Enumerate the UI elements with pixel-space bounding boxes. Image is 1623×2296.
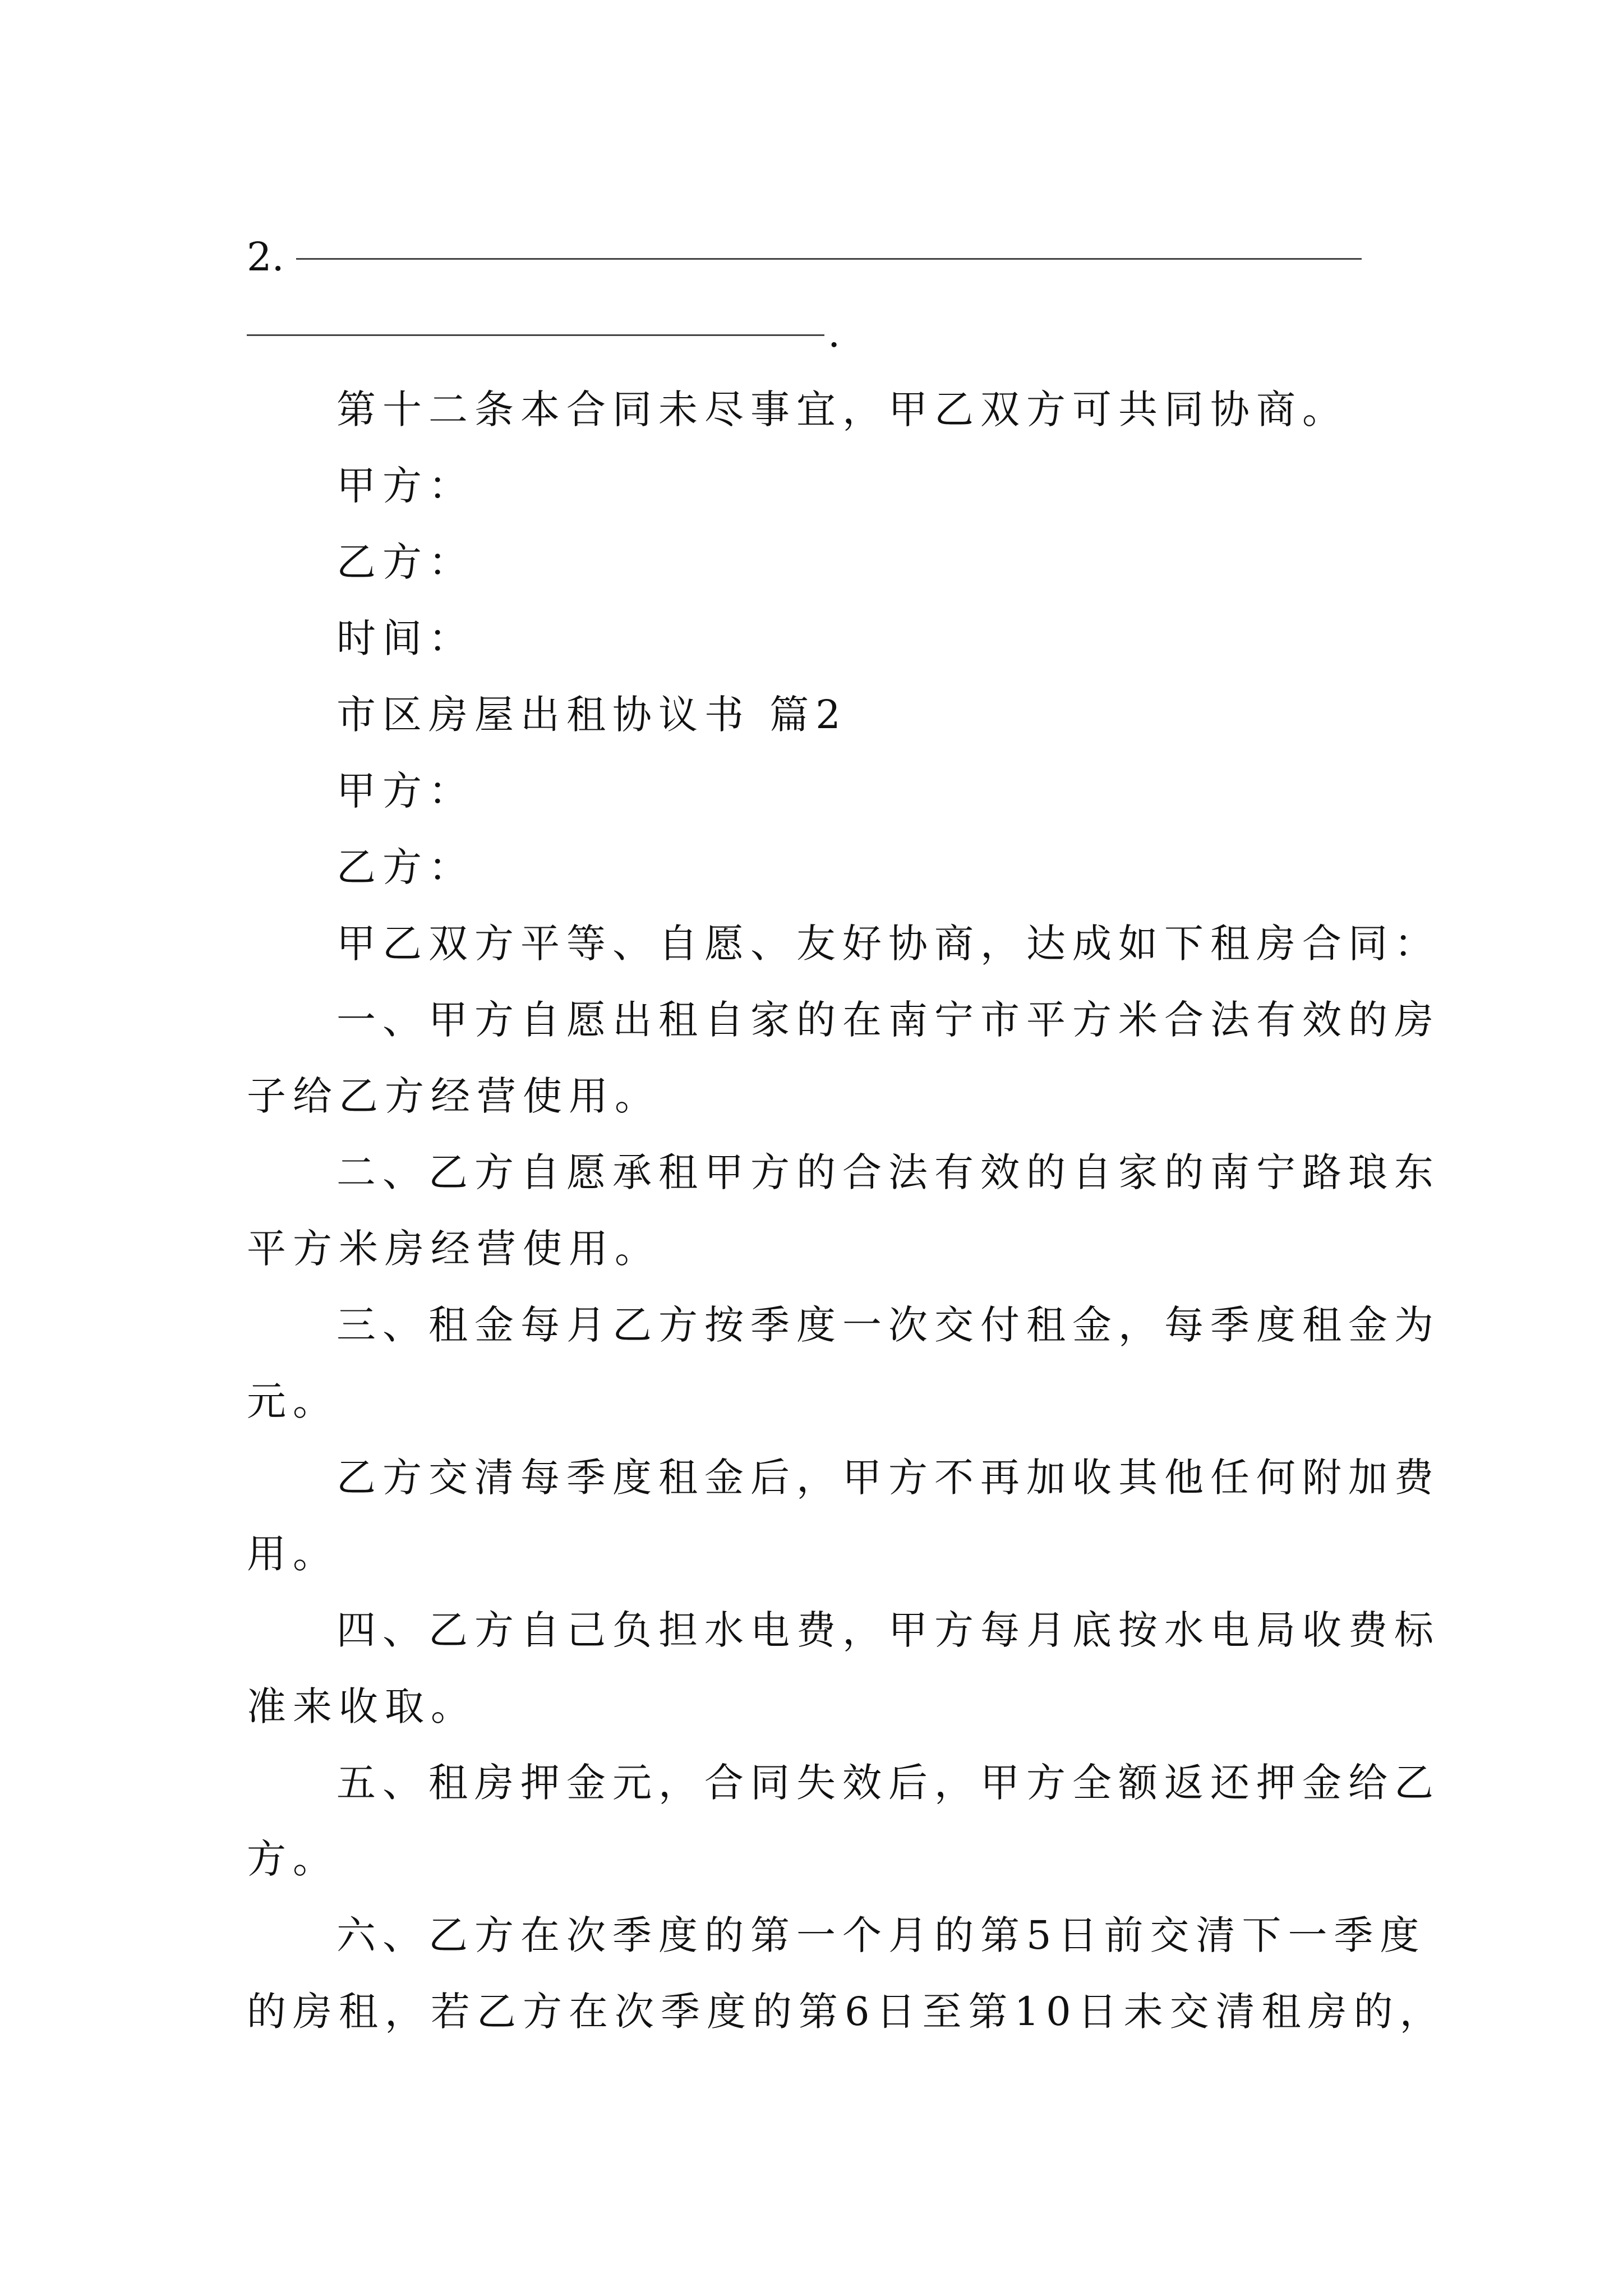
fill-in-blank-line: [296, 258, 1362, 260]
section-title: 市区房屋出租协议书 篇2: [336, 692, 847, 738]
clause-4-line-2: 准来收取。: [247, 1683, 477, 1729]
party-b-label: 乙方：: [336, 539, 474, 585]
clause-6-line-2: 的房租，若乙方在次季度的第6日至第10日未交清租房的，: [247, 1989, 1446, 2035]
clause-2-line-2: 平方米房经营使用。: [247, 1226, 661, 1272]
clause-5-line-2: 方。: [247, 1836, 339, 1882]
clause-5-line-1: 五、租房押金元，合同失效后，甲方全额返还押金给乙: [336, 1760, 1440, 1806]
date-label: 时间：: [336, 615, 474, 661]
item-number: 2.: [247, 234, 284, 280]
fill-in-blank-line-continued: [247, 334, 824, 336]
clause-3b-line-1: 乙方交清每季度租金后，甲方不再加收其他任何附加费: [336, 1455, 1440, 1501]
end-period: .: [828, 310, 841, 356]
party-b-label-2: 乙方：: [336, 844, 474, 890]
clause-4-line-1: 四、乙方自己负担水电费，甲方每月底按水电局收费标: [336, 1607, 1440, 1653]
clause-1-line-1: 一、甲方自愿出租自家的在南宁市平方米合法有效的房: [336, 997, 1440, 1043]
clause-1-line-2: 子给乙方经营使用。: [247, 1073, 661, 1119]
party-a-label: 甲方：: [336, 463, 474, 509]
clause-2-line-1: 二、乙方自愿承租甲方的合法有效的自家的南宁路琅东: [336, 1149, 1440, 1195]
clause-6-line-1: 六、乙方在次季度的第一个月的第5日前交清下一季度: [336, 1912, 1426, 1958]
clause-3-line-2: 元。: [247, 1378, 339, 1424]
article-12-text: 第十二条本合同未尽事宜，甲乙双方可共同协商。: [336, 386, 1348, 432]
clause-3-line-1: 三、租金每月乙方按季度一次交付租金，每季度租金为: [336, 1302, 1440, 1348]
intro-paragraph: 甲乙双方平等、自愿、友好协商，达成如下租房合同：: [336, 921, 1440, 967]
party-a-label-2: 甲方：: [336, 768, 474, 814]
document-body: [247, 219, 1446, 2050]
clause-3b-line-2: 用。: [247, 1531, 339, 1577]
blank-item-2: [247, 219, 1413, 356]
